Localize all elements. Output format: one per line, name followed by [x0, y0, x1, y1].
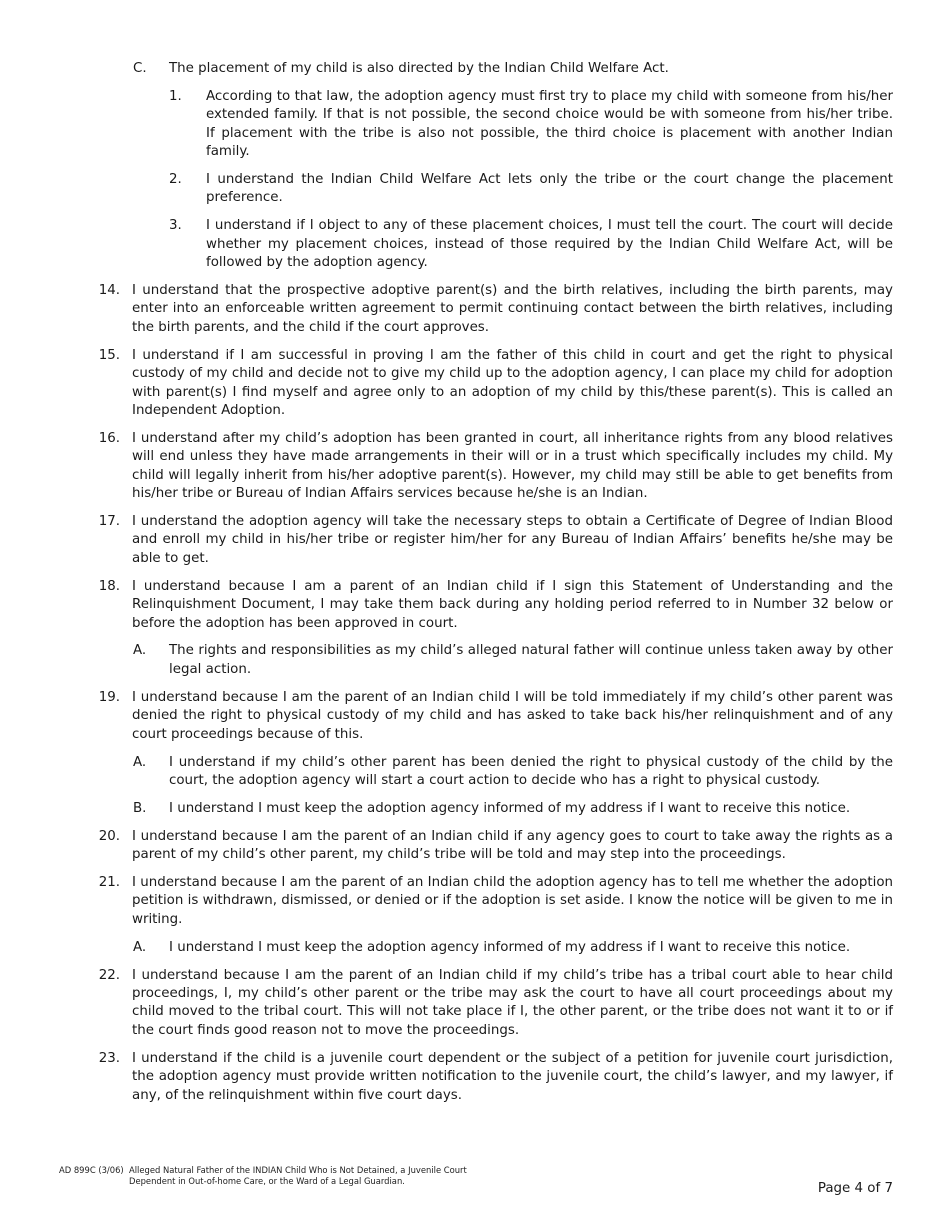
paragraph-text: I understand if I am successful in proving I am the father of this child in court and get the right to physical custody of my child and decide not to give my child up to the adoption agency, I can place my child for adoption with parent(s) I find myself and agree only to an adoption of my child by this/these parent(s). This is called an Independent Adoption.	[132, 347, 893, 418]
paragraph-text: I understand if the child is a juvenile court dependent or the subject of a petition for juvenile court jurisdiction, the adoption agency must provide written notification to the juvenile court, the child’s lawyer, and my lawyer, if any, of the relinquishment within five court days.	[132, 1050, 893, 1103]
paragraph-number: A.	[133, 643, 147, 659]
paragraph-item	[169, 217, 893, 272]
paragraph-number: 3.	[169, 218, 182, 234]
paragraph-text: The placement of my child is also directed by the Indian Child Welfare Act.	[169, 61, 669, 76]
paragraph-item	[98, 282, 893, 337]
paragraph-text: I understand that the prospective adoptive parent(s) and the birth relatives, including the birth parents, may enter into an enforceable written agreement to permit continuing contact between the birth relatives, including the birth parents, and the child if the court approves.	[132, 283, 893, 335]
paragraph-item	[98, 874, 893, 929]
paragraph-text: I understand I must keep the adoption agency informed of my address if I want to receive this notice.	[169, 939, 851, 955]
paragraph-text: The rights and responsibilities as my child’s alleged natural father will continue unless taken away by other legal action.	[169, 643, 893, 677]
paragraph-number: 19.	[98, 689, 120, 705]
paragraph-text: I understand after my child’s adoption has been granted in court, all inheritance rights from any blood relatives will end unless they have made arrangements in their will or in a trust which specifically includes my child. My child will legally inherit from his/her adoptive parent(s). However, my child may still be able to get benefits from his/her tribe or Bureau of Indian Affairs services because he/she is an Indian.	[132, 430, 893, 502]
paragraph-item	[98, 513, 893, 568]
paragraph-text: I understand if my child’s other parent has been denied the right to physical custody of the child by the court, the adoption agency will start a court action to decide who has a right to physical custody.	[169, 754, 893, 788]
paragraph-number: 1.	[169, 88, 182, 104]
statement-body	[0, 60, 950, 1105]
paragraph-text: I understand I must keep the adoption agency informed of my address if I want to receive this notice.	[169, 800, 851, 816]
paragraph-item	[98, 689, 893, 744]
paragraph-item	[133, 642, 893, 679]
paragraph-item	[133, 939, 893, 957]
paragraph-text: I understand if I object to any of these placement choices, I must tell the court. The court will decide whether my placement choices, instead of those required by the Indian Child Welfare Act, will be followed by the adoption agency.	[206, 218, 893, 271]
paragraph-number: 20.	[98, 828, 120, 844]
paragraph-number: A.	[133, 754, 147, 770]
paragraph-item	[98, 430, 893, 504]
paragraph-text: I understand because I am a parent of an Indian child if I sign this Statement of Understanding and the Relinquishment Document, I may take them back during any holding period referred to in Number 32 below or before the adoption has been approved in court.	[132, 578, 893, 631]
paragraph-item	[98, 578, 893, 633]
paragraph-number: 14.	[98, 283, 120, 299]
paragraph-item	[169, 171, 893, 208]
paragraph-text: According to that law, the adoption agency must first try to place my child with someone from his/her extended family. If that is not possible, the second choice would be with someone from his/her tribe. If placement with the tribe is also not possible, the third choice is placement with another Indian family.	[206, 88, 893, 160]
paragraph-item	[133, 754, 893, 791]
form-code: AD 899C (3/06)	[59, 1165, 124, 1175]
form-title-line1: Alleged Natural Father of the INDIAN Child Who is Not Detained, a Juvenile Court	[129, 1165, 467, 1175]
paragraph-item	[98, 828, 893, 865]
paragraph-item	[98, 347, 893, 421]
form-footer-line1	[59, 1165, 467, 1176]
paragraph-number: 17.	[98, 514, 120, 530]
paragraph-text: I understand because I am the parent of an Indian child if any agency goes to court to take away the rights as a parent of my child’s other parent, my child’s tribe will be told and may step into the proceedings.	[132, 828, 893, 863]
paragraph-item	[133, 800, 893, 818]
paragraph-number: A.	[133, 939, 147, 955]
paragraph-item	[98, 1050, 893, 1105]
paragraph-number: 2.	[169, 172, 182, 188]
paragraph-number: 15.	[98, 347, 120, 363]
paragraph-number: B.	[133, 800, 147, 816]
paragraph-number: 22.	[98, 967, 120, 983]
form-title-line2: Dependent in Out-of-home Care, or the Ward of a Legal Guardian.	[129, 1176, 405, 1186]
paragraph-text: I understand because I am the parent of an Indian child the adoption agency has to tell me whether the adoption petition is withdrawn, dismissed, or denied or if the adoption is set aside. I know the notice will be given to me in writing.	[132, 875, 893, 927]
paragraph-number: 23.	[98, 1050, 120, 1066]
paragraph-number: C.	[133, 61, 147, 76]
paragraph-item	[133, 60, 893, 78]
paragraph-text: I understand the adoption agency will take the necessary steps to obtain a Certificate of Degree of Indian Blood and enroll my child in his/her tribe or register him/her for any Bureau of Indian Affairs’ benefits he/she may be able to get.	[132, 514, 893, 566]
paragraph-text: I understand because I am the parent of an Indian child I will be told immediately if my child’s other parent was denied the right to physical custody of my child and has asked to take back his/her relinquishment and of any court proceedings because of this.	[132, 689, 893, 742]
paragraph-number: 16.	[98, 430, 120, 446]
paragraph-item	[98, 967, 893, 1041]
page-number: Page 4 of 7	[817, 1181, 893, 1196]
form-footer	[59, 1165, 467, 1187]
paragraph-number: 21.	[98, 875, 120, 891]
paragraph-text: I understand the Indian Child Welfare Act lets only the tribe or the court change the placement preference.	[206, 172, 893, 206]
paragraph-text: I understand because I am the parent of an Indian child if my child’s tribe has a tribal court able to hear child proceedings, I, my child’s other parent or the tribe may ask the court to have all court proceedings about my child moved to the tribal court. This will not take place if I, the other parent, or the tribe does not want it to or if the court finds good reason not to move the proceedings.	[132, 967, 893, 1038]
paragraph-item	[169, 88, 893, 162]
paragraph-number: 18.	[98, 578, 120, 594]
